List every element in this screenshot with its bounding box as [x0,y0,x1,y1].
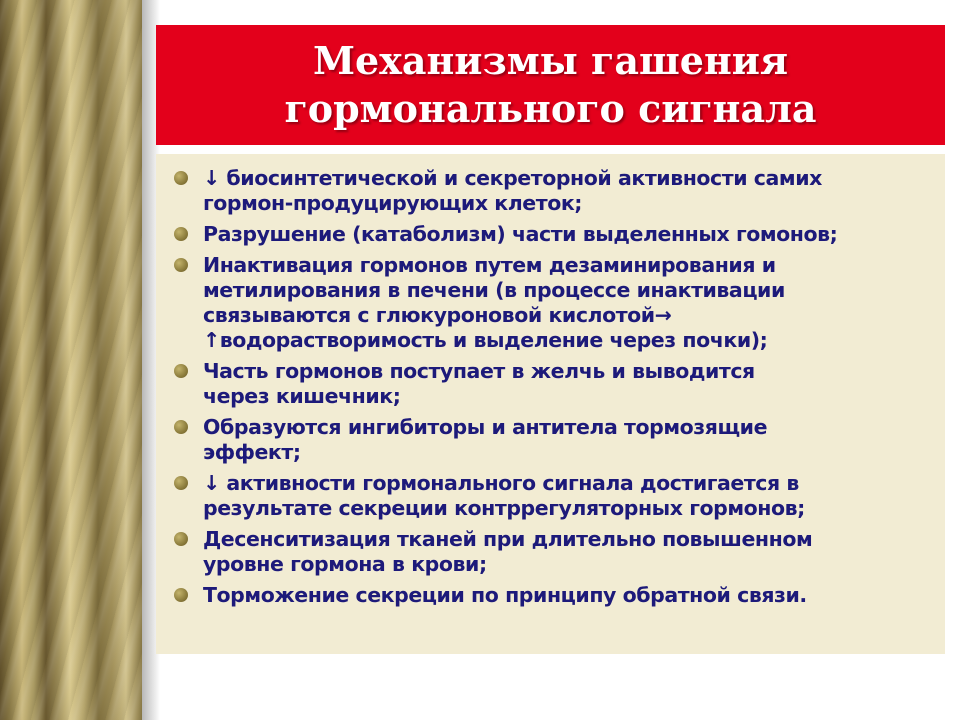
list-item-line: уровне гормона в крови; [203,552,487,576]
list-item [174,166,935,216]
list-item [174,359,935,409]
list-item-line: ↓ активности гормонального сигнала достигается в [203,471,799,495]
list-item-text [203,359,755,409]
list-item-line: связываются с глюкуроновой кислотой→ [203,303,672,327]
bullet-dot-icon [174,588,188,602]
bullet-dot-icon [174,171,188,185]
golden-column-decoration [0,0,142,720]
list-item-text [203,253,785,353]
bullet-dot-icon [174,420,188,434]
list-item [174,583,935,608]
bullet-dot-icon [174,364,188,378]
list-item-line: Разрушение (катаболизм) части выделенных гомонов; [203,222,838,246]
list-item-line: ↓ биосинтетической и секреторной активности самих [203,166,822,190]
list-item-line: эффект; [203,440,301,464]
list-item-text [203,222,837,247]
content-panel [156,154,945,654]
bullet-list [156,154,945,608]
title-line-1: Механизмы гашения [312,38,789,83]
list-item-line: результате секреции контррегуляторных гормонов; [203,496,805,520]
list-item-line: Инактивация гормонов путем дезаминирования и [203,253,776,277]
list-item-line: ↑водорастворимость и выделение через почки); [203,328,768,352]
list-item-text [203,166,822,216]
bullet-dot-icon [174,227,188,241]
list-item-line: Образуются ингибиторы и антитела тормозящие [203,415,768,439]
list-item-line: гормон-продуцирующих клеток; [203,191,583,215]
title-banner [156,25,945,145]
list-item-line: Часть гормонов поступает в желчь и выводится [203,359,755,383]
list-item-line: метилирования в печени (в процессе инактивации [203,278,785,302]
list-item [174,471,935,521]
title-line-2: гормонального сигнала [284,86,817,131]
list-item [174,415,935,465]
list-item-text [203,471,805,521]
list-item-text [203,415,767,465]
list-item-text [203,527,812,577]
list-item [174,222,935,247]
list-item-line: через кишечник; [203,384,401,408]
list-item-line: Десенситизация тканей при длительно повышенном [203,527,813,551]
bullet-dot-icon [174,258,188,272]
bullet-dot-icon [174,532,188,546]
list-item-line: Торможение секреции по принципу обратной связи. [203,583,807,607]
list-item-text [203,583,807,608]
bullet-dot-icon [174,476,188,490]
list-item [174,253,935,353]
list-item [174,527,935,577]
